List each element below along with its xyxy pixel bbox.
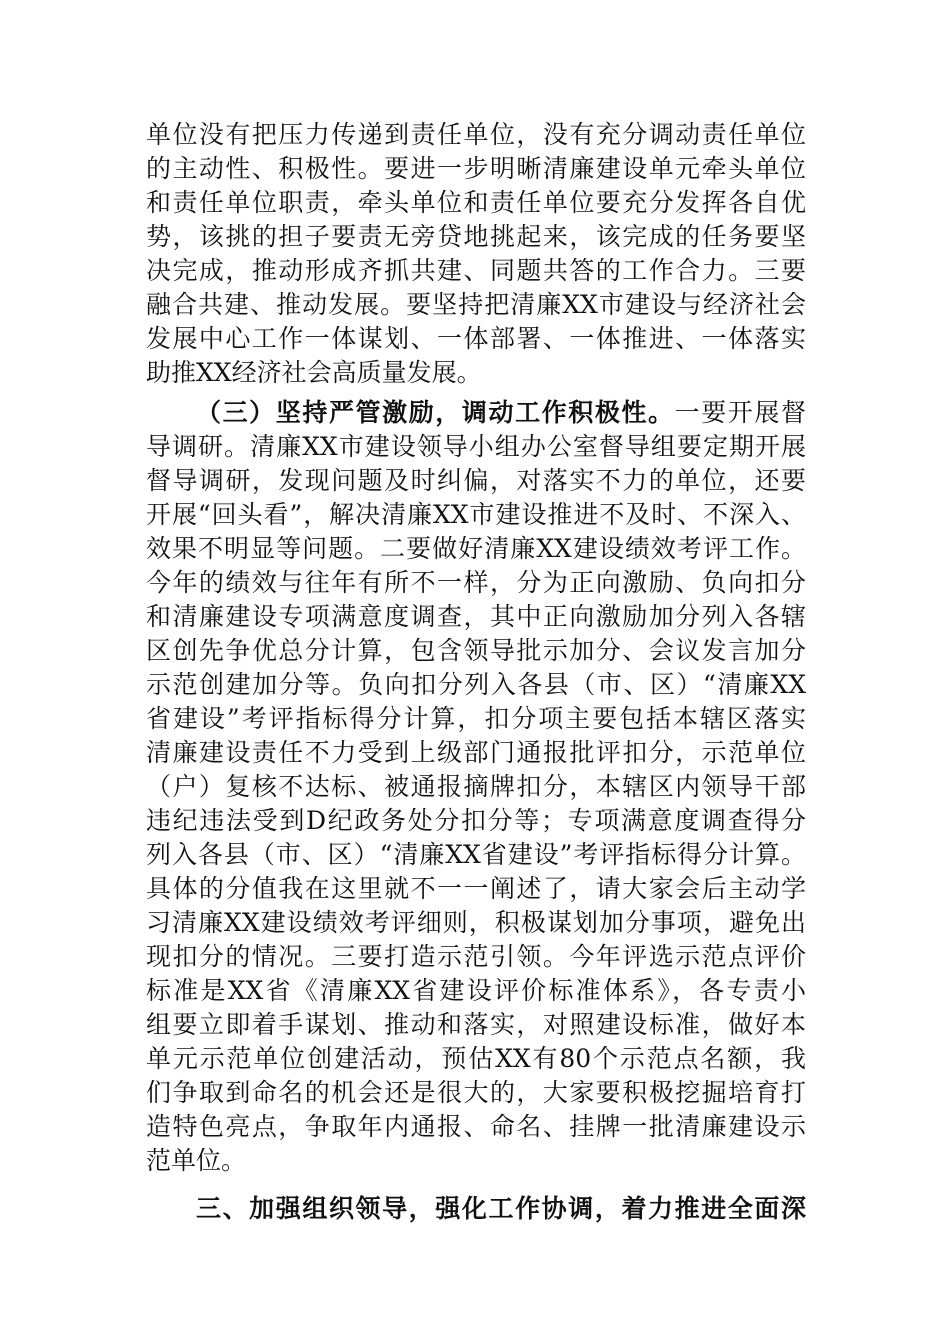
text-line: 具体的分值我在这里就不一一阐述了，请大家会后主动学 — [146, 874, 806, 903]
text-line: 助推XX经济社会高质量发展。 — [146, 358, 482, 387]
text-line: 标准是XX省《清廉XX省建设评价标准体系》，各专责小 — [146, 976, 806, 1005]
text-line: 督导调研，发现问题及时纠偏，对落实不力的单位，还要 — [146, 466, 806, 495]
text-line: 融合共建、推动发展。要坚持把清廉XX市建设与经济社会 — [146, 290, 806, 319]
text-line: 省建设”考评指标得分计算，扣分项主要包括本辖区落实 — [146, 704, 806, 733]
text-line: 开展“回头看”，解决清廉XX市建设推进不及时、不深入、 — [146, 500, 806, 529]
section-heading: 三、加强组织领导，强化工作协调，着力推进全面深 — [196, 1194, 806, 1223]
paragraph-lead-line — [196, 396, 806, 430]
text-line: 范单位。 — [146, 1146, 247, 1175]
text-line: 发展中心工作一体谋划、一体部署、一体推进、一体落实 — [146, 324, 806, 353]
text-line: 列入各县（市、区）“清廉XX省建设”考评指标得分计算。 — [146, 840, 806, 869]
text-line: 现扣分的情况。三要打造示范引领。今年评选示范点评价 — [146, 942, 806, 971]
text-line: 习清廉XX建设绩效考评细则，积极谋划加分事项，避免出 — [146, 908, 806, 937]
text-run: 一要开展督 — [674, 398, 806, 427]
text-line: 效果不明显等问题。二要做好清廉XX建设绩效考评工作。 — [146, 534, 806, 563]
text-line: （户）复核不达标、被通报摘牌扣分，本辖区内领导干部 — [146, 772, 806, 801]
text-line: 单位没有把压力传递到责任单位，没有充分调动责任单位 — [146, 120, 806, 149]
text-line: 导调研。清廉XX市建设领导小组办公室督导组要定期开展 — [146, 432, 806, 461]
text-line: 们争取到命名的机会还是很大的，大家要积极挖掘培育打 — [146, 1078, 806, 1107]
text-line: 势，该挑的担子要责无旁贷地挑起来，该完成的任务要坚 — [146, 222, 806, 251]
text-line: 清廉建设责任不力受到上级部门通报批评扣分，示范单位 — [146, 738, 806, 767]
text-line: 今年的绩效与往年有所不一样，分为正向激励、负向扣分 — [146, 568, 806, 597]
text-line: 和清廉建设专项满意度调查，其中正向激励加分列入各辖 — [146, 602, 806, 631]
text-line: 单元示范单位创建活动，预估XX有80个示范点名额，我 — [146, 1044, 806, 1073]
text-line: 组要立即着手谋划、推动和落实，对照建设标准，做好本 — [146, 1010, 806, 1039]
text-line: 造特色亮点，争取年内通报、命名、挂牌一批清廉建设示 — [146, 1112, 806, 1141]
text-line: 的主动性、积极性。要进一步明晰清廉建设单元牵头单位 — [146, 154, 806, 183]
text-line: 违纪违法受到D纪政务处分扣分等；专项满意度调查得分 — [146, 806, 806, 835]
text-line: 区创先争优总分计算，包含领导批示加分、会议发言加分 — [146, 636, 806, 665]
text-line: 示范创建加分等。负向扣分列入各县（市、区）“清廉XX — [146, 670, 806, 699]
section-subheading: （三）坚持严管激励，调动工作积极性。 — [196, 398, 675, 427]
text-line: 和责任单位职责，牵头单位和责任单位要充分发挥各自优 — [146, 188, 806, 217]
text-line: 决完成，推动形成齐抓共建、同题共答的工作合力。三要 — [146, 256, 806, 285]
